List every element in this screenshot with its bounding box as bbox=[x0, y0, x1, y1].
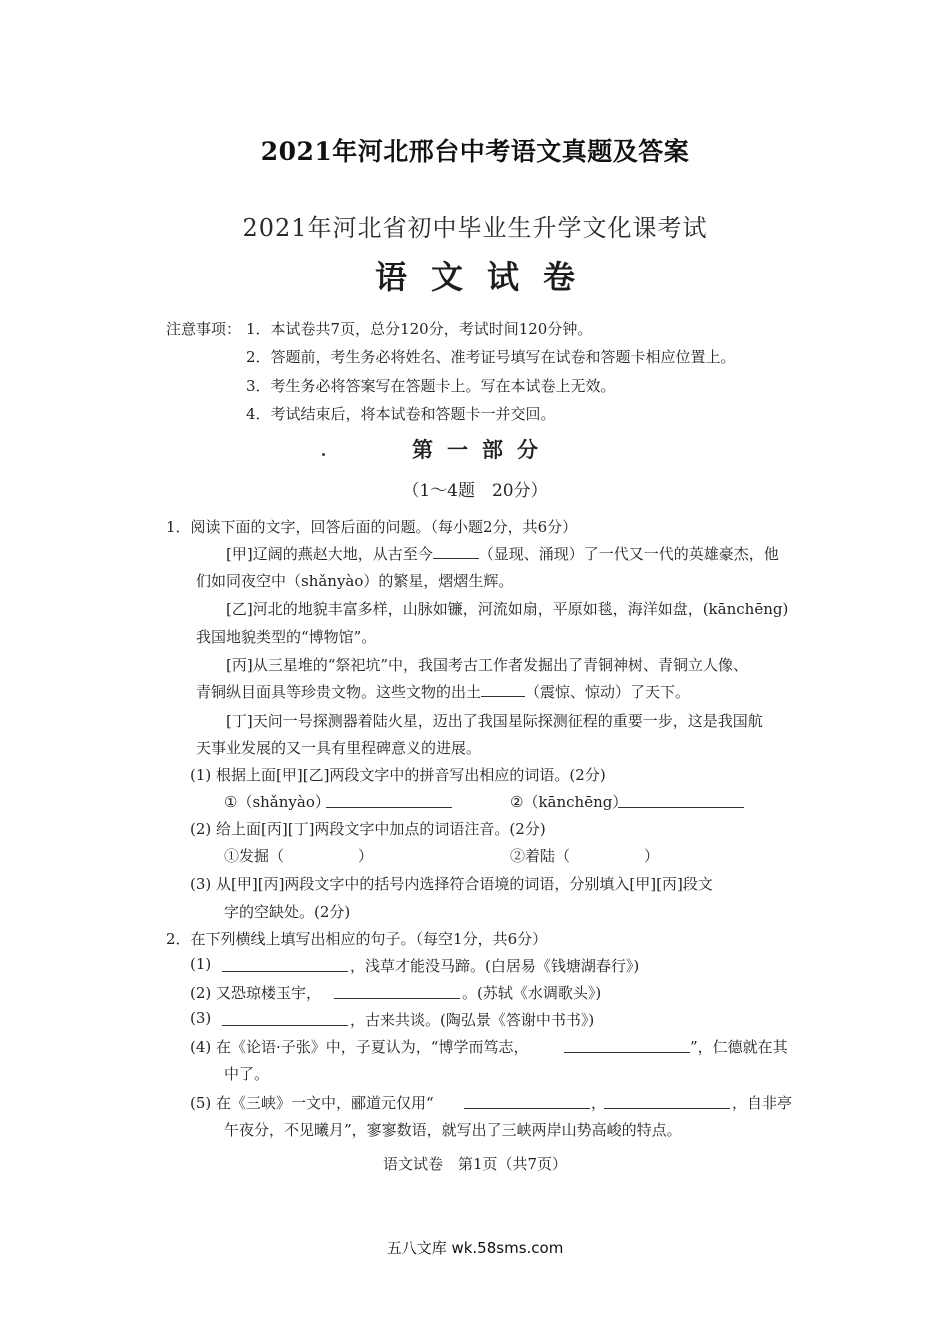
answer-label: ①发掘（ bbox=[224, 847, 285, 865]
passage-text: [丙]从三星堆的“祭祀坑”中，我国考古工作者发掘出了青铜神树、青铜立人像、 bbox=[226, 656, 749, 674]
item-text: ”，仁德就在其 bbox=[690, 1038, 788, 1056]
item-text: ，浅草才能没马蹄。(白居易《钱塘湖春行》) bbox=[350, 957, 640, 975]
answer-blank[interactable] bbox=[222, 957, 348, 972]
note-item: 1．本试卷共7页，总分120分，考试时间120分钟。 bbox=[246, 320, 593, 338]
document-title: 2021年河北邢台中考语文真题及答案 bbox=[260, 137, 690, 166]
note-item: 3．考生务必将答案写在答题卡上。写在本试卷上无效。 bbox=[246, 377, 616, 395]
sub-question: (2) 给上面[丙][丁]两段文字中加点的词语注音。(2分) bbox=[190, 820, 546, 838]
answer-blank[interactable] bbox=[564, 1038, 690, 1053]
fill-blank bbox=[433, 544, 479, 559]
passage-text: [乙]河北的地貌丰富多样，山脉如镰，河流如扇，平原如毯，海洋如盘，(kānchēng) bbox=[226, 600, 789, 618]
passage-text: 天事业发展的又一具有里程碑意义的进展。 bbox=[196, 739, 482, 757]
note-item: 2．答题前，考生务必将姓名、准考证号填写在试卷和答题卡相应位置上。 bbox=[246, 348, 736, 366]
answer-label: ②（kānchēng） bbox=[510, 793, 628, 811]
answer-blank[interactable] bbox=[334, 984, 460, 999]
passage-bing-line bbox=[196, 681, 690, 702]
item-text: ，自非亭 bbox=[732, 1094, 793, 1112]
passage-text: 我国地貌类型的“博物馆”。 bbox=[196, 628, 377, 646]
fill-blank bbox=[481, 682, 525, 697]
answer-close: ） bbox=[644, 847, 660, 865]
item-number: (1) bbox=[190, 955, 212, 973]
page-footer: 语文试卷 第1页（共7页） bbox=[382, 1155, 568, 1173]
answer-blank[interactable] bbox=[326, 793, 452, 808]
item-text: (2) 又恐琼楼玉宇， bbox=[190, 984, 322, 1002]
item-number: (3) bbox=[190, 1009, 212, 1027]
answer-blank[interactable] bbox=[618, 793, 744, 808]
answer-close: ） bbox=[358, 847, 374, 865]
exam-header: 2021年河北省初中毕业生升学文化课考试 bbox=[242, 214, 708, 242]
answer-blank[interactable] bbox=[464, 1094, 590, 1109]
paper-title: 语文试卷 bbox=[374, 258, 599, 296]
note-item: 4．考试结束后，将本试卷和答题卡一并交回。 bbox=[246, 405, 556, 423]
notes-label: 注意事项： bbox=[166, 320, 242, 338]
answer-label: ①（shǎnyào） bbox=[224, 793, 330, 811]
item-text: 午夜分，不见曦月”，寥寥数语，就写出了三峡两岸山势高峻的特点。 bbox=[224, 1121, 682, 1139]
passage-text: （显现、涌现）了一代又一代的英雄豪杰，他 bbox=[478, 545, 779, 563]
question-stem: 1．阅读下面的文字，回答后面的问题。（每小题2分，共6分） bbox=[166, 518, 578, 536]
item-text: ，古来共谈。(陶弘景《答谢中书书》) bbox=[350, 1011, 595, 1029]
passage-jia-line bbox=[226, 543, 779, 564]
item-text: ， bbox=[591, 1094, 607, 1112]
passage-text: （震惊、惊动）了天下。 bbox=[525, 683, 691, 701]
item-text: (5) 在《三峡》一文中，郦道元仅用“ bbox=[190, 1094, 434, 1112]
sub-question: (1) 根据上面[甲][乙]两段文字中的拼音写出相应的词语。(2分) bbox=[190, 766, 606, 784]
item-text: 中了。 bbox=[224, 1065, 270, 1083]
part-title: 第一部分 bbox=[412, 437, 552, 462]
answer-label: ②着陆（ bbox=[510, 847, 571, 865]
answer-blank[interactable] bbox=[604, 1094, 730, 1109]
question-stem: 2．在下列横线上填写出相应的句子。（每空1分，共6分） bbox=[166, 930, 548, 948]
passage-text: [甲]辽阔的燕赵大地，从古至今 bbox=[226, 545, 433, 563]
item-text: (4) 在《论语·子张》中，子夏认为，“博学而笃志， bbox=[190, 1038, 529, 1056]
part-subtitle: （1～4题 20分） bbox=[402, 481, 548, 501]
passage-text: [丁]天问一号探测器着陆火星，迈出了我国星际探测征程的重要一步，这是我国航 bbox=[226, 712, 763, 730]
item-text: 。(苏轼《水调歌头》) bbox=[462, 984, 602, 1002]
answer-blank[interactable] bbox=[222, 1011, 348, 1026]
sub-question: (3) 从[甲][丙]两段文字中的括号内选择符合语境的词语，分别填入[甲][丙]段文 bbox=[190, 875, 713, 893]
sub-question: 字的空缺处。(2分) bbox=[224, 903, 351, 921]
passage-text: 们如同夜空中（shǎnyào）的繁星，熠熠生辉。 bbox=[196, 572, 514, 590]
passage-text: 青铜纵目面具等珍贵文物。这些文物的出土 bbox=[196, 683, 482, 701]
site-watermark: 五八文库 wk.58sms.com bbox=[386, 1239, 564, 1257]
